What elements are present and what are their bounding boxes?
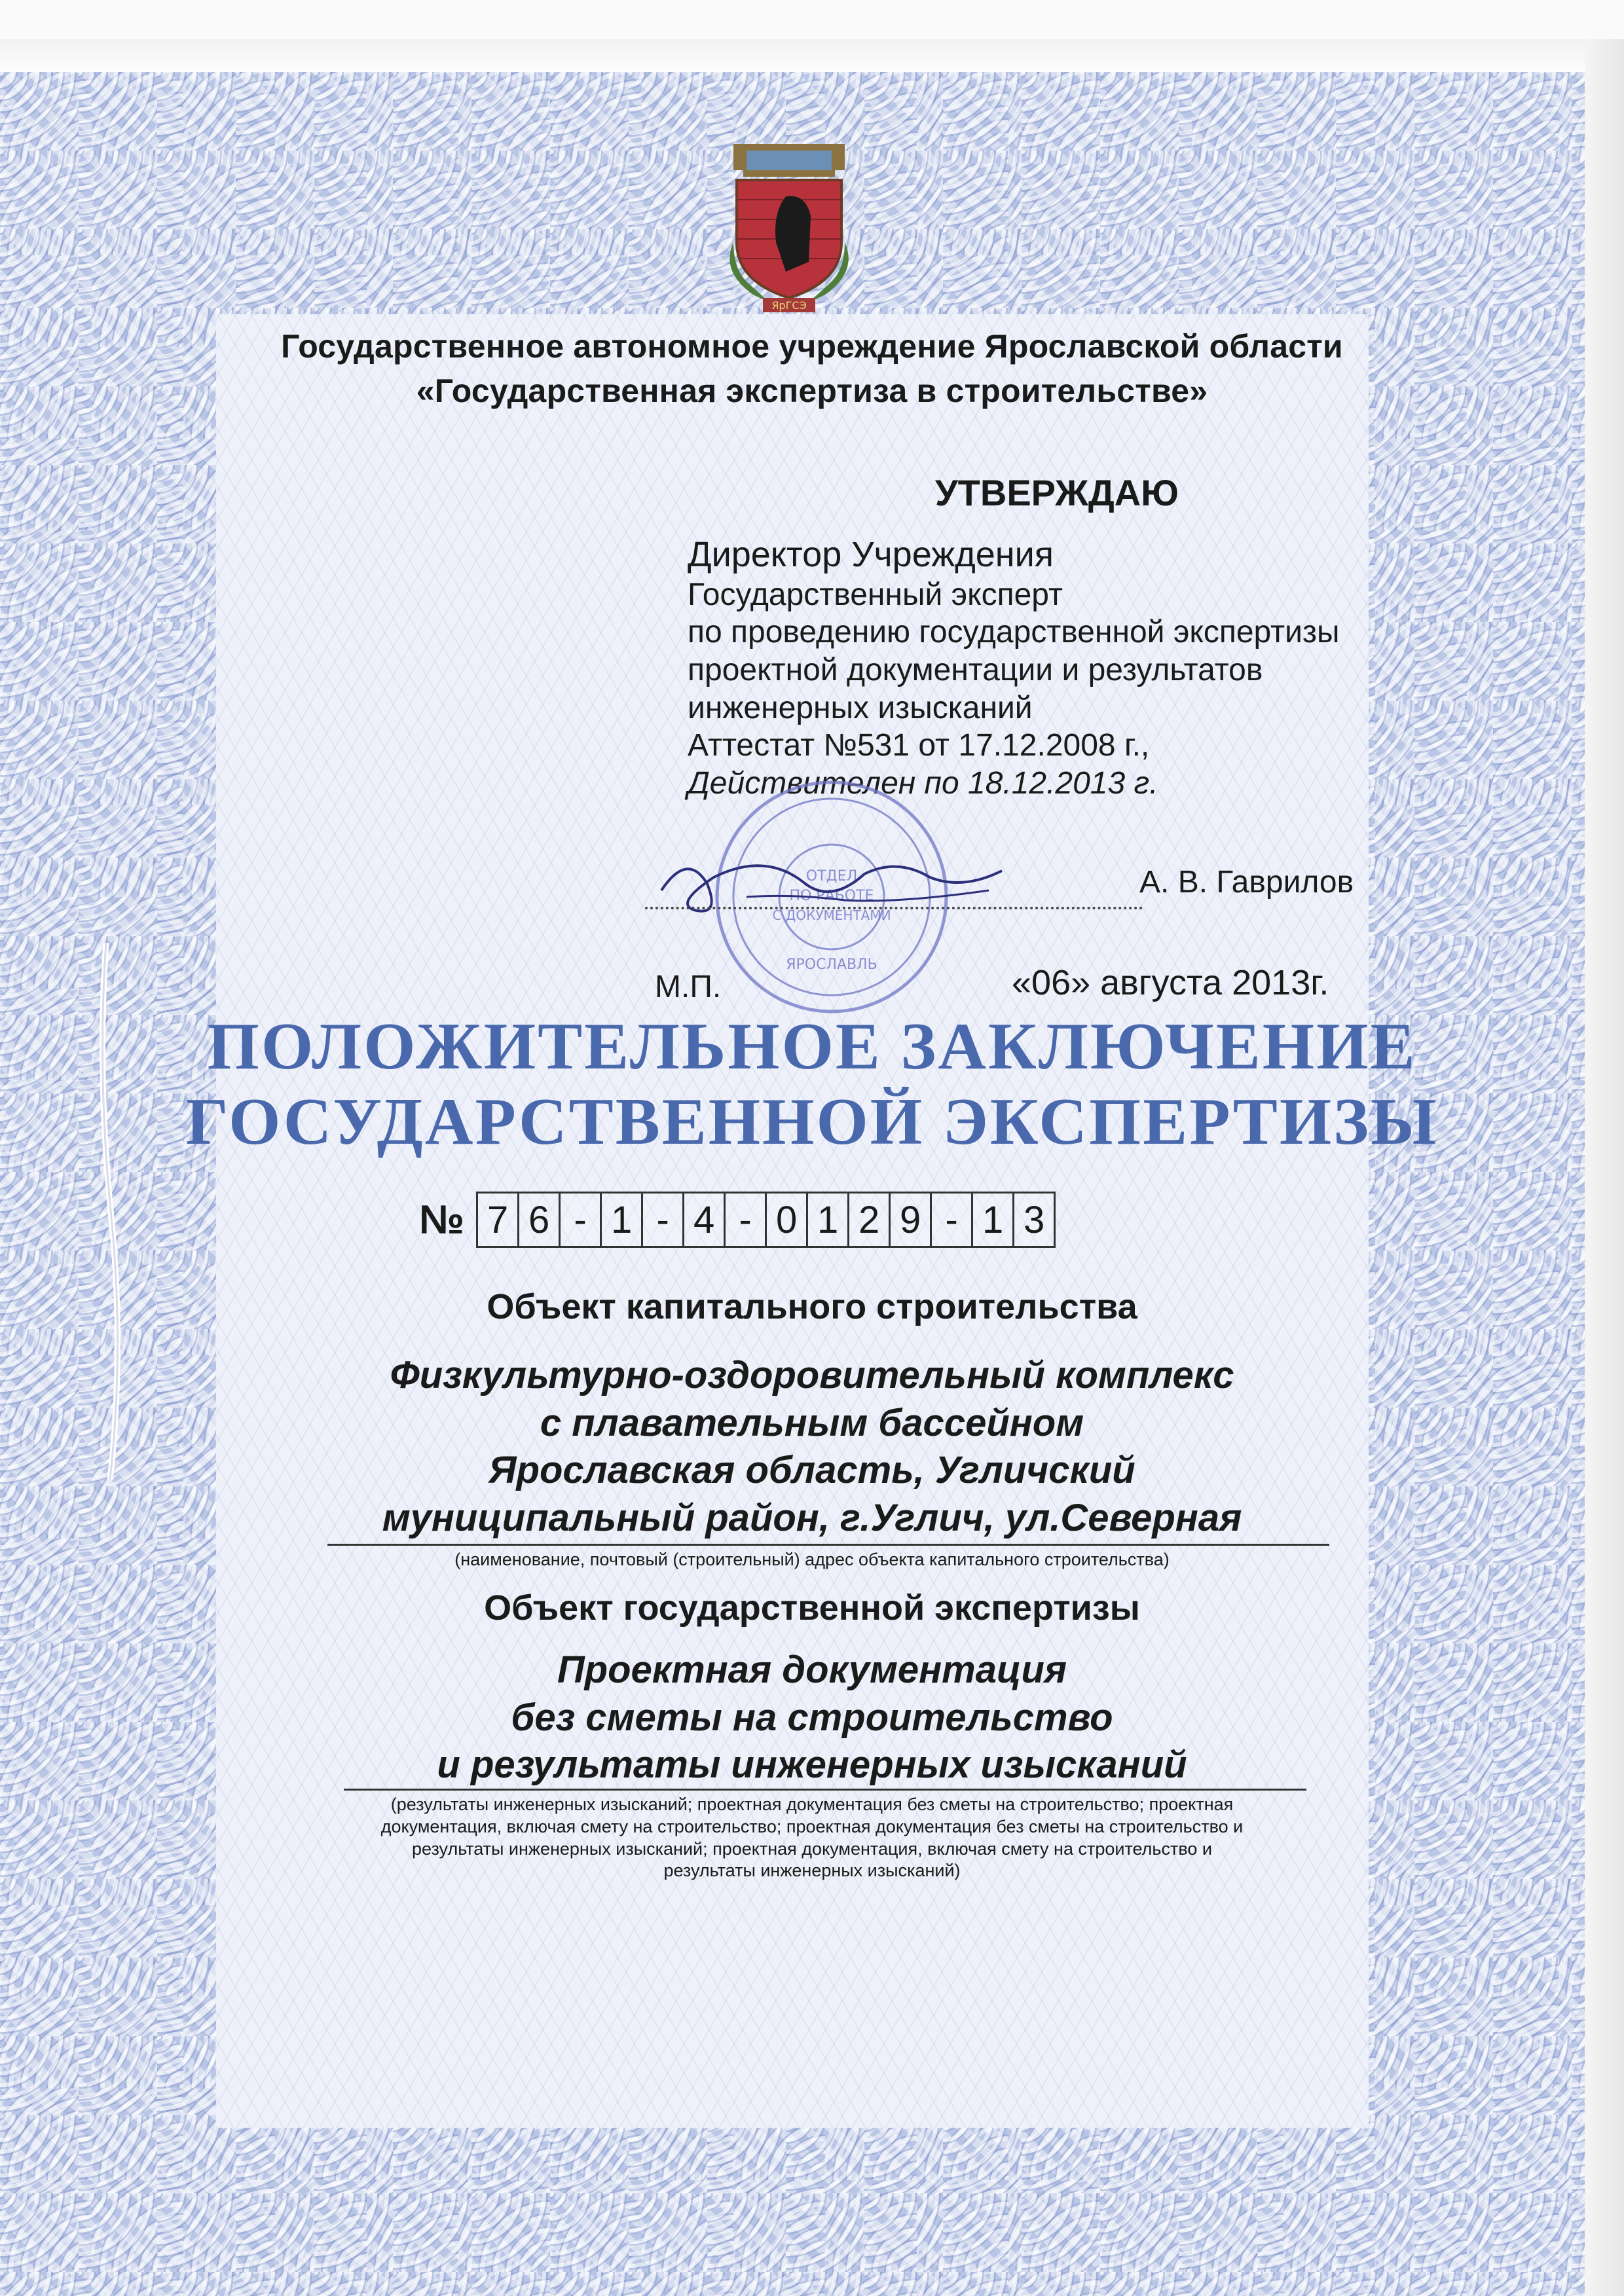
- expertise-object-description: [0, 1647, 1624, 1789]
- number-digit: 2: [847, 1192, 891, 1248]
- registration-number: [419, 1192, 1054, 1248]
- organization-name-line-2: «Государственная экспертиза в строительстве»: [416, 373, 1208, 409]
- number-digit: -: [930, 1192, 973, 1248]
- expertise-object-heading: Объект государственной экспертизы: [484, 1588, 1140, 1628]
- organization-name-line-1: Государственное автономное учреждение Ярославской области: [281, 328, 1343, 365]
- number-digit: 0: [765, 1192, 808, 1248]
- signature-line: [645, 907, 1143, 909]
- expert-role-line-3: проектной документации и результатов: [688, 652, 1263, 687]
- expertise-caption-line-2: документация, включая смету на строительство; проектная документация без сметы на строительство и: [380, 1816, 1244, 1836]
- object-heading: Объект капитального строительства: [487, 1287, 1137, 1326]
- number-digit: 1: [806, 1192, 849, 1248]
- certificate-line: Аттестат №531 от 17.12.2008 г.,: [688, 728, 1150, 763]
- certificate-validity: Действителен по 18.12.2013 г.: [688, 765, 1158, 801]
- stamp-place-label: М.П.: [655, 970, 722, 1004]
- object-description: [0, 1352, 1624, 1542]
- object-line-4: муниципальный район, г.Углич, ул.Северная: [382, 1496, 1242, 1539]
- number-digit: -: [724, 1192, 767, 1248]
- svg-text:ОТДЕЛ: ОТДЕЛ: [805, 868, 858, 884]
- object-caption: (наименование, почтовый (строительный) адрес объекта капитального строительства): [454, 1550, 1170, 1569]
- svg-text:С ДОКУМЕНТАМИ: С ДОКУМЕНТАМИ: [772, 907, 891, 923]
- number-digit: 1: [971, 1192, 1014, 1248]
- number-digit: 7: [476, 1192, 519, 1248]
- object-line-2: с плавательным бассейном: [540, 1401, 1084, 1444]
- document-title-line-2: ГОСУДАРСТВЕННОЙ ЭКСПЕРТИЗЫ: [185, 1085, 1439, 1159]
- approval-heading: УТВЕРЖДАЮ: [934, 472, 1179, 513]
- expertise-line-1: Проектная документация: [557, 1649, 1067, 1691]
- object-underline: [327, 1544, 1329, 1546]
- document-title-line-1: ПОЛОЖИТЕЛЬНОЕ ЗАКЛЮЧЕНИЕ: [207, 1010, 1417, 1084]
- number-digit: 9: [889, 1192, 932, 1248]
- expertise-caption-line-1: (результаты инженерных изысканий; проектная документация без сметы на строительство; проектная: [390, 1795, 1234, 1814]
- object-line-1: Физкультурно-оздоровительный комплекс: [390, 1354, 1234, 1396]
- number-digit: -: [559, 1192, 602, 1248]
- expertise-caption-line-4: результаты инженерных изысканий): [663, 1861, 961, 1881]
- expert-role-line-1: Государственный эксперт: [688, 577, 1063, 612]
- number-sign: №: [419, 1197, 465, 1243]
- object-line-3: Ярославская область, Угличский: [489, 1449, 1135, 1491]
- director-position: Директор Учреждения: [688, 535, 1054, 574]
- signatory-name: А. В. Гаврилов: [1139, 865, 1354, 900]
- approval-date: «06» августа 2013г.: [1012, 963, 1329, 1002]
- expert-role-line-2: по проведению государственной экспертизы: [688, 615, 1340, 650]
- expertise-underline: [344, 1789, 1306, 1791]
- binding-thread-icon: [92, 943, 131, 1480]
- number-digit: 4: [682, 1192, 726, 1248]
- number-digit: -: [641, 1192, 684, 1248]
- expertise-line-3: и результаты инженерных изысканий: [437, 1743, 1187, 1786]
- number-digit: 3: [1012, 1192, 1056, 1248]
- seal-city-text: ЯРОСЛАВЛЬ: [786, 957, 877, 973]
- handwritten-signature-icon: [648, 838, 1015, 936]
- coat-of-arms-bear-icon: [707, 131, 871, 314]
- approval-signature-block: [688, 534, 1408, 802]
- svg-text:ПО РАБОТЕ: ПО РАБОТЕ: [789, 888, 874, 904]
- expertise-caption: [0, 1794, 1624, 1882]
- expertise-caption-line-3: результаты инженерных изысканий; проектная документация, включая смету на строительство и: [412, 1838, 1212, 1859]
- number-digit: 1: [600, 1192, 643, 1248]
- expert-role-line-4: инженерных изысканий: [688, 690, 1033, 725]
- expertise-line-2: без сметы на строительство: [511, 1696, 1113, 1739]
- number-digit: 6: [517, 1192, 561, 1248]
- coat-of-arms-label: ЯрГСЭ: [771, 299, 807, 312]
